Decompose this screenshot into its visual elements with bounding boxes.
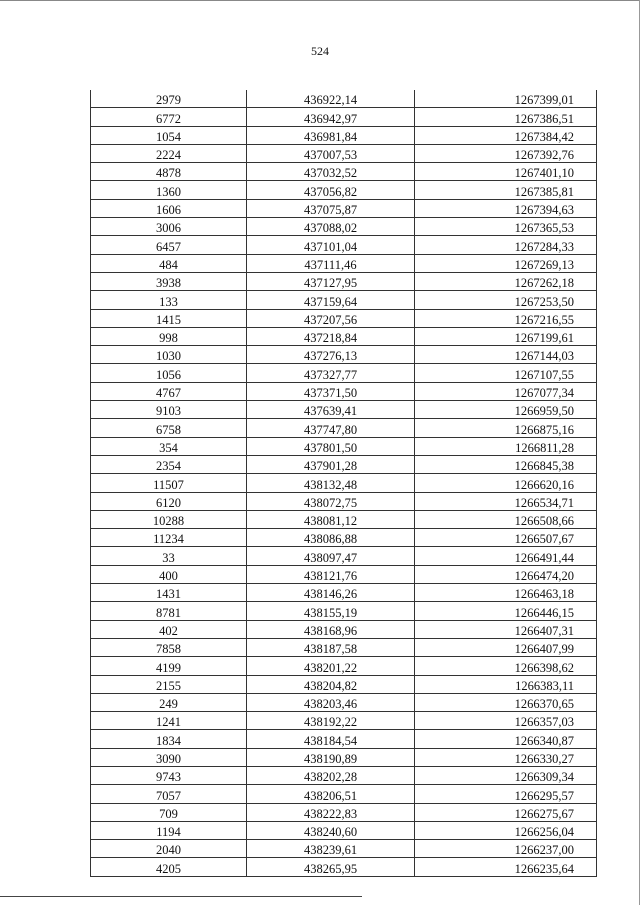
x-coordinate-cell: 438240,60 bbox=[247, 821, 415, 839]
point-number-cell: 1241 bbox=[91, 712, 247, 730]
y-coordinate-cell: 1266959,50 bbox=[415, 401, 597, 419]
point-number-cell: 6120 bbox=[91, 492, 247, 510]
y-coordinate-cell: 1266370,65 bbox=[415, 693, 597, 711]
x-coordinate-cell: 437639,41 bbox=[247, 401, 415, 419]
point-number-cell: 33 bbox=[91, 547, 247, 565]
table-row bbox=[91, 858, 597, 876]
table-row bbox=[91, 675, 597, 693]
point-number-cell: 3090 bbox=[91, 748, 247, 766]
table-row bbox=[91, 401, 597, 419]
coordinates-table bbox=[90, 90, 597, 877]
x-coordinate-cell: 438168,96 bbox=[247, 620, 415, 638]
table-row bbox=[91, 584, 597, 602]
x-coordinate-cell: 438190,89 bbox=[247, 748, 415, 766]
y-coordinate-cell: 1267394,63 bbox=[415, 199, 597, 217]
y-coordinate-cell: 1266463,18 bbox=[415, 584, 597, 602]
table-row bbox=[91, 712, 597, 730]
page-top-edge bbox=[0, 0, 640, 1]
y-coordinate-cell: 1267253,50 bbox=[415, 291, 597, 309]
point-number-cell: 7057 bbox=[91, 785, 247, 803]
x-coordinate-cell: 437371,50 bbox=[247, 382, 415, 400]
x-coordinate-cell: 438202,28 bbox=[247, 766, 415, 784]
table-row bbox=[91, 840, 597, 858]
point-number-cell: 2155 bbox=[91, 675, 247, 693]
point-number-cell: 2224 bbox=[91, 144, 247, 162]
x-coordinate-cell: 437218,84 bbox=[247, 327, 415, 345]
table-row bbox=[91, 291, 597, 309]
y-coordinate-cell: 1266330,27 bbox=[415, 748, 597, 766]
page-number: 524 bbox=[311, 44, 329, 58]
y-coordinate-cell: 1266407,31 bbox=[415, 620, 597, 638]
y-coordinate-cell: 1267216,55 bbox=[415, 309, 597, 327]
table-row bbox=[91, 163, 597, 181]
point-number-cell: 7858 bbox=[91, 638, 247, 656]
table-row bbox=[91, 730, 597, 748]
point-number-cell: 1606 bbox=[91, 199, 247, 217]
table-row bbox=[91, 199, 597, 217]
x-coordinate-cell: 437127,95 bbox=[247, 272, 415, 290]
x-coordinate-cell: 438081,12 bbox=[247, 510, 415, 528]
table-row bbox=[91, 218, 597, 236]
table-row bbox=[91, 565, 597, 583]
point-number-cell: 4205 bbox=[91, 858, 247, 876]
point-number-cell: 400 bbox=[91, 565, 247, 583]
point-number-cell: 11507 bbox=[91, 474, 247, 492]
y-coordinate-cell: 1267199,61 bbox=[415, 327, 597, 345]
point-number-cell: 4878 bbox=[91, 163, 247, 181]
y-coordinate-cell: 1267284,33 bbox=[415, 236, 597, 254]
y-coordinate-cell: 1267386,51 bbox=[415, 108, 597, 126]
table-row bbox=[91, 693, 597, 711]
y-coordinate-cell: 1266256,04 bbox=[415, 821, 597, 839]
footer-rule bbox=[0, 896, 362, 897]
point-number-cell: 1415 bbox=[91, 309, 247, 327]
y-coordinate-cell: 1266811,28 bbox=[415, 437, 597, 455]
point-number-cell: 2354 bbox=[91, 455, 247, 473]
x-coordinate-cell: 438184,54 bbox=[247, 730, 415, 748]
y-coordinate-cell: 1267384,42 bbox=[415, 126, 597, 144]
y-coordinate-cell: 1267365,53 bbox=[415, 218, 597, 236]
x-coordinate-cell: 437276,13 bbox=[247, 346, 415, 364]
table-row bbox=[91, 90, 597, 108]
x-coordinate-cell: 438222,83 bbox=[247, 803, 415, 821]
point-number-cell: 6758 bbox=[91, 419, 247, 437]
point-number-cell: 2040 bbox=[91, 840, 247, 858]
x-coordinate-cell: 438146,26 bbox=[247, 584, 415, 602]
table-row bbox=[91, 803, 597, 821]
y-coordinate-cell: 1266620,16 bbox=[415, 474, 597, 492]
y-coordinate-cell: 1266491,44 bbox=[415, 547, 597, 565]
x-coordinate-cell: 436981,84 bbox=[247, 126, 415, 144]
point-number-cell: 9743 bbox=[91, 766, 247, 784]
x-coordinate-cell: 438132,48 bbox=[247, 474, 415, 492]
table-row bbox=[91, 529, 597, 547]
coordinates-table-body bbox=[91, 90, 597, 876]
y-coordinate-cell: 1266446,15 bbox=[415, 602, 597, 620]
y-coordinate-cell: 1267392,76 bbox=[415, 144, 597, 162]
x-coordinate-cell: 438265,95 bbox=[247, 858, 415, 876]
x-coordinate-cell: 438203,46 bbox=[247, 693, 415, 711]
point-number-cell: 3938 bbox=[91, 272, 247, 290]
table-row bbox=[91, 638, 597, 656]
table-row bbox=[91, 474, 597, 492]
x-coordinate-cell: 438201,22 bbox=[247, 657, 415, 675]
table-row bbox=[91, 437, 597, 455]
point-number-cell: 6457 bbox=[91, 236, 247, 254]
coordinates-table-wrapper bbox=[90, 90, 596, 877]
y-coordinate-cell: 1267262,18 bbox=[415, 272, 597, 290]
y-coordinate-cell: 1266474,20 bbox=[415, 565, 597, 583]
table-row bbox=[91, 547, 597, 565]
point-number-cell: 998 bbox=[91, 327, 247, 345]
table-row bbox=[91, 309, 597, 327]
table-row bbox=[91, 821, 597, 839]
table-row bbox=[91, 272, 597, 290]
y-coordinate-cell: 1266237,00 bbox=[415, 840, 597, 858]
y-coordinate-cell: 1267107,55 bbox=[415, 364, 597, 382]
point-number-cell: 4767 bbox=[91, 382, 247, 400]
y-coordinate-cell: 1266357,03 bbox=[415, 712, 597, 730]
x-coordinate-cell: 437111,46 bbox=[247, 254, 415, 272]
x-coordinate-cell: 437901,28 bbox=[247, 455, 415, 473]
x-coordinate-cell: 438155,19 bbox=[247, 602, 415, 620]
y-coordinate-cell: 1266383,11 bbox=[415, 675, 597, 693]
table-row bbox=[91, 254, 597, 272]
point-number-cell: 3006 bbox=[91, 218, 247, 236]
table-row bbox=[91, 327, 597, 345]
point-number-cell: 10288 bbox=[91, 510, 247, 528]
point-number-cell: 1194 bbox=[91, 821, 247, 839]
point-number-cell: 11234 bbox=[91, 529, 247, 547]
point-number-cell: 484 bbox=[91, 254, 247, 272]
point-number-cell: 1056 bbox=[91, 364, 247, 382]
table-row bbox=[91, 492, 597, 510]
point-number-cell: 133 bbox=[91, 291, 247, 309]
point-number-cell: 6772 bbox=[91, 108, 247, 126]
point-number-cell: 709 bbox=[91, 803, 247, 821]
table-row bbox=[91, 346, 597, 364]
x-coordinate-cell: 438192,22 bbox=[247, 712, 415, 730]
x-coordinate-cell: 437056,82 bbox=[247, 181, 415, 199]
x-coordinate-cell: 437207,56 bbox=[247, 309, 415, 327]
table-row bbox=[91, 382, 597, 400]
point-number-cell: 1834 bbox=[91, 730, 247, 748]
table-row bbox=[91, 785, 597, 803]
table-row bbox=[91, 126, 597, 144]
point-number-cell: 9103 bbox=[91, 401, 247, 419]
x-coordinate-cell: 438204,82 bbox=[247, 675, 415, 693]
y-coordinate-cell: 1266875,16 bbox=[415, 419, 597, 437]
y-coordinate-cell: 1266309,34 bbox=[415, 766, 597, 784]
y-coordinate-cell: 1266295,57 bbox=[415, 785, 597, 803]
table-row bbox=[91, 620, 597, 638]
table-row bbox=[91, 766, 597, 784]
table-row bbox=[91, 181, 597, 199]
x-coordinate-cell: 437801,50 bbox=[247, 437, 415, 455]
y-coordinate-cell: 1266340,87 bbox=[415, 730, 597, 748]
x-coordinate-cell: 437088,02 bbox=[247, 218, 415, 236]
point-number-cell: 1360 bbox=[91, 181, 247, 199]
x-coordinate-cell: 437032,52 bbox=[247, 163, 415, 181]
x-coordinate-cell: 437007,53 bbox=[247, 144, 415, 162]
y-coordinate-cell: 1266534,71 bbox=[415, 492, 597, 510]
y-coordinate-cell: 1267269,13 bbox=[415, 254, 597, 272]
y-coordinate-cell: 1266275,67 bbox=[415, 803, 597, 821]
x-coordinate-cell: 438121,76 bbox=[247, 565, 415, 583]
point-number-cell: 249 bbox=[91, 693, 247, 711]
x-coordinate-cell: 436942,97 bbox=[247, 108, 415, 126]
y-coordinate-cell: 1266507,67 bbox=[415, 529, 597, 547]
table-row bbox=[91, 657, 597, 675]
table-row bbox=[91, 602, 597, 620]
point-number-cell: 402 bbox=[91, 620, 247, 638]
point-number-cell: 8781 bbox=[91, 602, 247, 620]
x-coordinate-cell: 437075,87 bbox=[247, 199, 415, 217]
table-row bbox=[91, 364, 597, 382]
x-coordinate-cell: 437159,64 bbox=[247, 291, 415, 309]
x-coordinate-cell: 438072,75 bbox=[247, 492, 415, 510]
x-coordinate-cell: 437101,04 bbox=[247, 236, 415, 254]
point-number-cell: 4199 bbox=[91, 657, 247, 675]
point-number-cell: 1054 bbox=[91, 126, 247, 144]
point-number-cell: 2979 bbox=[91, 90, 247, 108]
point-number-cell: 354 bbox=[91, 437, 247, 455]
table-row bbox=[91, 510, 597, 528]
x-coordinate-cell: 437327,77 bbox=[247, 364, 415, 382]
y-coordinate-cell: 1266407,99 bbox=[415, 638, 597, 656]
y-coordinate-cell: 1267385,81 bbox=[415, 181, 597, 199]
y-coordinate-cell: 1267144,03 bbox=[415, 346, 597, 364]
x-coordinate-cell: 438187,58 bbox=[247, 638, 415, 656]
table-row bbox=[91, 108, 597, 126]
y-coordinate-cell: 1266845,38 bbox=[415, 455, 597, 473]
table-row bbox=[91, 419, 597, 437]
point-number-cell: 1431 bbox=[91, 584, 247, 602]
table-row bbox=[91, 748, 597, 766]
x-coordinate-cell: 437747,80 bbox=[247, 419, 415, 437]
y-coordinate-cell: 1266235,64 bbox=[415, 858, 597, 876]
x-coordinate-cell: 438097,47 bbox=[247, 547, 415, 565]
y-coordinate-cell: 1267077,34 bbox=[415, 382, 597, 400]
y-coordinate-cell: 1266508,66 bbox=[415, 510, 597, 528]
y-coordinate-cell: 1267401,10 bbox=[415, 163, 597, 181]
x-coordinate-cell: 438086,88 bbox=[247, 529, 415, 547]
x-coordinate-cell: 438239,61 bbox=[247, 840, 415, 858]
y-coordinate-cell: 1267399,01 bbox=[415, 90, 597, 108]
y-coordinate-cell: 1266398,62 bbox=[415, 657, 597, 675]
table-row bbox=[91, 236, 597, 254]
point-number-cell: 1030 bbox=[91, 346, 247, 364]
x-coordinate-cell: 436922,14 bbox=[247, 90, 415, 108]
table-row bbox=[91, 455, 597, 473]
table-row bbox=[91, 144, 597, 162]
x-coordinate-cell: 438206,51 bbox=[247, 785, 415, 803]
